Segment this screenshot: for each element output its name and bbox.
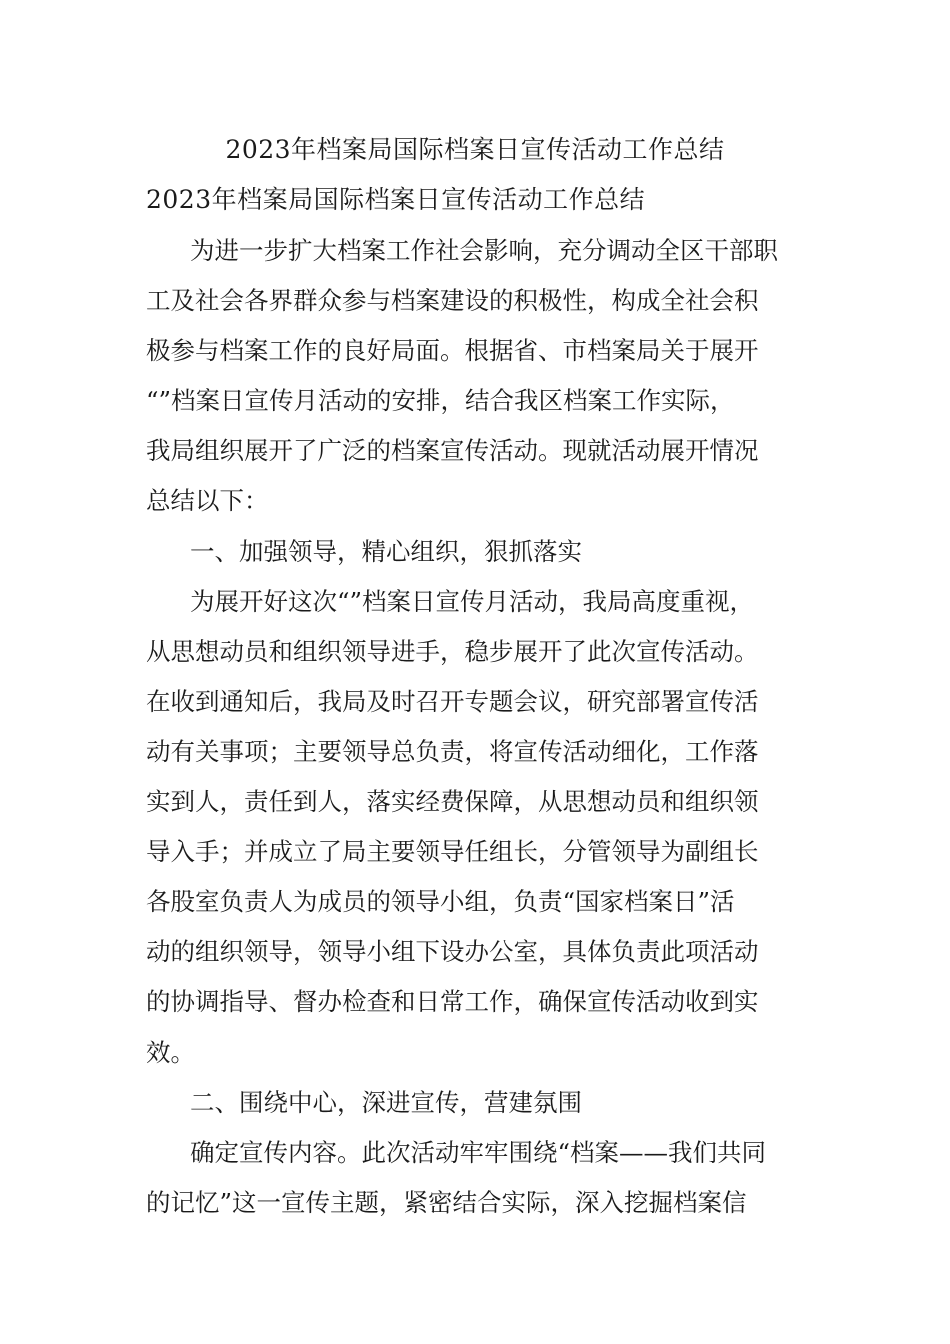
body-line: 工及社会各界群众参与档案建设的积极性，构成全社会积	[146, 286, 759, 316]
body-line: 实到人，责任到人，落实经费保障，从思想动员和组织领	[146, 787, 759, 817]
body-line: 从思想动员和组织领导进手，稳步展开了此次宣传活动。	[146, 636, 759, 666]
document-title-centered: 2023年档案局国际档案日宣传活动工作总结	[225, 135, 725, 164]
body-line: 在收到通知后，我局及时召开专题会议，研究部署宣传活	[146, 686, 759, 716]
section-heading-1: 一、加强领导，精心组织，狠抓落实	[190, 536, 582, 566]
body-line: 动有关事项；主要领导总负责，将宣传活动细化，工作落	[146, 736, 759, 766]
body-line: 导入手；并成立了局主要领导任组长，分管领导为副组长	[146, 837, 759, 867]
document-title-left: 2023年档案局国际档案日宣传活动工作总结	[146, 185, 646, 214]
document-body	[146, 226, 806, 1228]
body-line: 各股室负责人为成员的领导小组，负责“国家档案日”活	[146, 887, 735, 917]
body-line: 总结以下：	[146, 486, 269, 516]
body-line: 我局组织展开了广泛的档案宣传活动。现就活动展开情况	[146, 436, 759, 466]
body-line: 的协调指导、督办检查和日常工作，确保宣传活动收到实	[146, 987, 759, 1017]
body-line: “”档案日宣传月活动的安排，结合我区档案工作实际，	[146, 386, 735, 416]
body-line: 动的组织领导，领导小组下设办公室，具体负责此项活动	[146, 937, 759, 967]
body-line: 效。	[146, 1037, 195, 1067]
body-line: 的记忆”这一宣传主题，紧密结合实际，深入挖掘档案信	[146, 1187, 747, 1217]
body-line: 极参与档案工作的良好局面。根据省、市档案局关于展开	[146, 336, 759, 366]
body-line: 确定宣传内容。此次活动牢牢围绕“档案——我们共同	[190, 1137, 767, 1167]
body-line: 为进一步扩大档案工作社会影响，充分调动全区干部职	[190, 236, 778, 265]
body-line: 为展开好这次“”档案日宣传月活动，我局高度重视，	[190, 586, 755, 616]
section-heading-2: 二、围绕中心，深进宣传，营建氛围	[190, 1087, 582, 1117]
